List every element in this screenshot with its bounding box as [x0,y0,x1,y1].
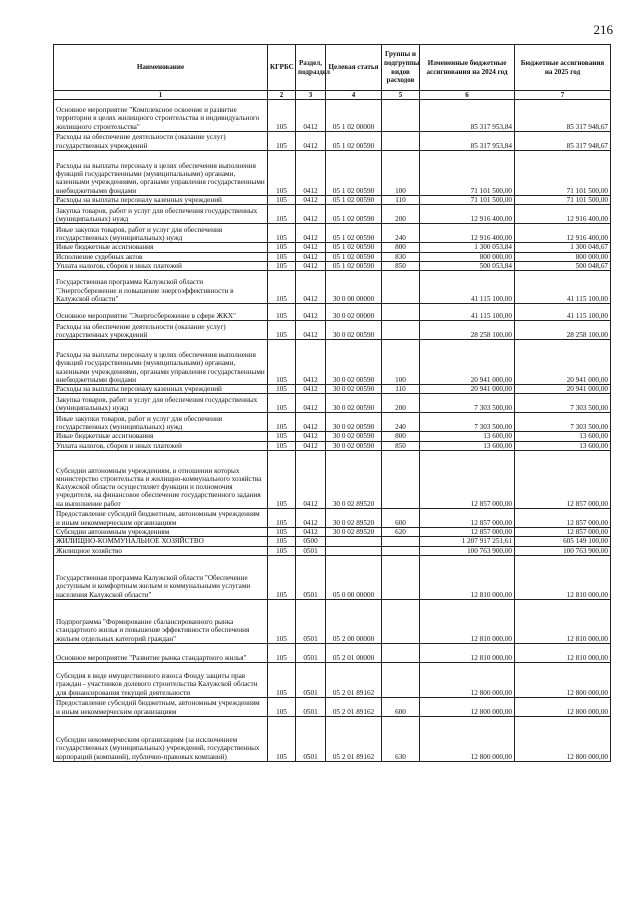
header-target: Целевая статья [326,45,382,91]
cell-section: 0501 [296,546,326,555]
cell-target: 30 0 02 00590 [326,321,382,340]
cell-target: 05 1 02 00590 [326,205,382,224]
cell-section: 0412 [296,261,326,270]
cell-group [382,537,420,546]
cell-group [382,555,420,599]
cell-section: 0412 [296,224,326,243]
cell-name: Уплата налогов, сборов и иных платежей [54,441,268,450]
cell-section: 0500 [296,537,326,546]
table-row [54,243,611,252]
header-2025: Бюджетные ассигнования на 2025 год [515,45,611,91]
cell-name: Государственная программа Калужской области "Энергосбережение и повышение энергоэффективности в Калужской области" [54,271,268,304]
cell-amount-2025: 85 317 948,67 [515,132,611,151]
cell-amount-2025: 100 763 900,00 [515,546,611,555]
cell-section: 0412 [296,252,326,261]
cell-name: Расходы на обеспечение деятельности (оказание услуг) государственных учреждений [54,321,268,340]
cell-group [382,643,420,662]
cell-group: 240 [382,413,420,432]
table-row [54,451,611,509]
column-number: 4 [326,91,382,100]
cell-target: 30 0 02 89520 [326,528,382,537]
cell-target [326,537,382,546]
cell-amount-2024: 1 300 053,84 [420,243,515,252]
cell-name: Основное мероприятие "Комплексное освоение и развитие территории в целях жилищного строительства и индивидуального жилищного строительства" [54,100,268,132]
cell-group: 620 [382,528,420,537]
cell-section: 0501 [296,555,326,599]
cell-group [382,100,420,132]
cell-kgrbs: 105 [268,132,296,151]
table-row [54,100,611,132]
cell-section: 0412 [296,413,326,432]
table-row [54,196,611,205]
cell-target: 05 1 02 00590 [326,151,382,196]
cell-name: Предоставление субсидий бюджетным, автономным учреждениям и иным некоммерческим организациям [54,697,268,716]
table-row [54,385,611,394]
cell-name: Субсидии некоммерческим организациям (за исключением государственных (муниципальных) учреждений, государственных корпораций (компаний), публично-правовых компаний) [54,716,268,761]
cell-amount-2025: 12 810 000,00 [515,599,611,643]
cell-target: 05 2 01 00000 [326,643,382,662]
cell-kgrbs: 105 [268,224,296,243]
cell-name: Основное мероприятие "Энергосбережение в сфере ЖКХ" [54,304,268,321]
cell-group: 100 [382,340,420,385]
table-row [54,432,611,441]
table-row [54,716,611,761]
cell-section: 0501 [296,716,326,761]
cell-amount-2024: 7 303 500,00 [420,413,515,432]
cell-group [382,321,420,340]
cell-kgrbs: 105 [268,599,296,643]
cell-amount-2024: 28 258 100,00 [420,321,515,340]
cell-section: 0412 [296,340,326,385]
cell-name: Иные закупки товаров, работ и услуг для обеспечения государственных (муниципальных) нужд [54,224,268,243]
cell-target: 05 2 00 00000 [326,599,382,643]
cell-group [382,271,420,304]
cell-name: ЖИЛИЩНО-КОММУНАЛЬНОЕ ХОЗЯЙСТВО [54,537,268,546]
cell-amount-2024: 71 101 500,00 [420,151,515,196]
cell-name: Исполнение судебных актов [54,252,268,261]
cell-amount-2024: 85 317 953,84 [420,132,515,151]
cell-kgrbs: 105 [268,340,296,385]
cell-section: 0501 [296,697,326,716]
cell-kgrbs: 105 [268,643,296,662]
cell-name: Жилищное хозяйство [54,546,268,555]
cell-section: 0412 [296,151,326,196]
cell-group: 600 [382,697,420,716]
cell-kgrbs: 105 [268,100,296,132]
cell-amount-2025: 28 258 100,00 [515,321,611,340]
cell-group: 200 [382,394,420,413]
cell-amount-2024: 71 101 500,00 [420,196,515,205]
table-row [54,224,611,243]
cell-kgrbs: 105 [268,196,296,205]
cell-name: Предоставление субсидий бюджетным, автономным учреждениям и иным некоммерческим организациям [54,509,268,528]
cell-amount-2025: 7 303 500,00 [515,394,611,413]
cell-kgrbs: 105 [268,528,296,537]
column-number: 6 [420,91,515,100]
cell-target: 30 0 02 00590 [326,441,382,450]
cell-section: 0501 [296,599,326,643]
cell-amount-2024: 12 916 400,00 [420,205,515,224]
cell-kgrbs: 105 [268,432,296,441]
cell-amount-2025: 12 916 400,00 [515,224,611,243]
cell-amount-2025: 41 115 100,00 [515,271,611,304]
cell-amount-2025: 71 101 500,00 [515,196,611,205]
table-row [54,528,611,537]
cell-group: 200 [382,205,420,224]
cell-amount-2025: 13 600,00 [515,441,611,450]
cell-name: Расходы на выплаты персоналу в целях обеспечения выполнения функций государственными (муниципальными) органами, казенными учреждениями, органами управления государственными внебюджетными фондами [54,340,268,385]
cell-group: 850 [382,441,420,450]
cell-amount-2025: 12 810 000,00 [515,555,611,599]
cell-kgrbs: 105 [268,304,296,321]
cell-kgrbs: 105 [268,413,296,432]
cell-group [382,662,420,697]
cell-section: 0412 [296,509,326,528]
cell-kgrbs: 105 [268,555,296,599]
cell-amount-2025: 12 810 000,00 [515,643,611,662]
cell-kgrbs: 105 [268,716,296,761]
cell-section: 0412 [296,451,326,509]
cell-section: 0412 [296,394,326,413]
cell-kgrbs: 105 [268,243,296,252]
cell-amount-2024: 85 317 953,84 [420,100,515,132]
cell-amount-2025: 500 048,67 [515,261,611,270]
cell-name: Подпрограмма "Формирование сбалансированного рынка стандартного жилья и повышение эффективности обеспечения жильем отдельных категорий граждан" [54,599,268,643]
cell-group [382,599,420,643]
cell-name: Субсидия в виде имущественного взноса Фонду защиты прав граждан - участников долевого строительства Калужской области для финансирования текущей деятельности [54,662,268,697]
cell-kgrbs: 105 [268,252,296,261]
cell-amount-2024: 1 207 917 251,61 [420,537,515,546]
cell-amount-2024: 41 115 100,00 [420,271,515,304]
cell-amount-2024: 13 600,00 [420,432,515,441]
header-name: Наименование [54,45,268,91]
cell-group: 830 [382,252,420,261]
cell-name: Иные бюджетные ассигнования [54,243,268,252]
cell-amount-2025: 800 000,00 [515,252,611,261]
cell-amount-2025: 12 916 400,00 [515,205,611,224]
cell-name: Иные бюджетные ассигнования [54,432,268,441]
table-row [54,151,611,196]
cell-kgrbs: 105 [268,321,296,340]
cell-name: Основное мероприятие "Развитие рынка стандартного жилья" [54,643,268,662]
cell-group: 800 [382,432,420,441]
column-number-row [54,91,611,100]
cell-amount-2025: 12 857 000,00 [515,528,611,537]
cell-name: Расходы на выплаты персоналу казенных учреждений [54,385,268,394]
cell-amount-2025: 71 101 500,00 [515,151,611,196]
cell-amount-2024: 12 800 000,00 [420,662,515,697]
table-row [54,261,611,270]
column-number: 2 [268,91,296,100]
cell-target: 30 0 00 00000 [326,271,382,304]
table-row [54,555,611,599]
cell-target: 05 1 02 00590 [326,196,382,205]
header-kgrbs: КГРБС [268,45,296,91]
page-number: 216 [593,22,613,37]
table-row [54,546,611,555]
header-row [54,45,611,91]
cell-amount-2024: 20 941 000,00 [420,340,515,385]
cell-kgrbs: 105 [268,441,296,450]
header-2024: Измененные бюджетные ассигнования на 2024 год [420,45,515,91]
cell-group [382,132,420,151]
cell-target: 05 1 02 00590 [326,261,382,270]
cell-amount-2025: 13 600,00 [515,432,611,441]
cell-kgrbs: 105 [268,261,296,270]
cell-name: Расходы на выплаты персоналу в целях обеспечения выполнения функций государственными (муниципальными) органами, казенными учреждениями, органами управления государственными внебюджетными фондами [54,151,268,196]
cell-kgrbs: 105 [268,205,296,224]
cell-target: 30 0 02 89520 [326,509,382,528]
cell-target: 05 1 02 00590 [326,252,382,261]
table-row [54,643,611,662]
cell-group: 110 [382,385,420,394]
table-row [54,205,611,224]
cell-section: 0412 [296,321,326,340]
cell-kgrbs: 105 [268,394,296,413]
cell-amount-2024: 100 763 900,00 [420,546,515,555]
table-row [54,662,611,697]
cell-kgrbs: 105 [268,662,296,697]
cell-amount-2024: 41 115 100,00 [420,304,515,321]
cell-name: Субсидии автономным учреждениям [54,528,268,537]
cell-amount-2024: 13 600,00 [420,441,515,450]
cell-amount-2024: 12 810 000,00 [420,643,515,662]
cell-kgrbs: 105 [268,451,296,509]
cell-amount-2024: 12 857 000,00 [420,451,515,509]
cell-target: 30 0 02 89520 [326,451,382,509]
table-row [54,132,611,151]
cell-kgrbs: 105 [268,697,296,716]
cell-section: 0412 [296,304,326,321]
cell-name: Уплата налогов, сборов и иных платежей [54,261,268,270]
cell-amount-2024: 12 857 000,00 [420,509,515,528]
column-number: 5 [382,91,420,100]
cell-name: Расходы на обеспечение деятельности (оказание услуг) государственных учреждений [54,132,268,151]
cell-target: 05 1 02 00000 [326,100,382,132]
cell-name: Иные закупки товаров, работ и услуг для обеспечения государственных (муниципальных) нужд [54,413,268,432]
cell-section: 0501 [296,662,326,697]
cell-target: 30 0 02 00590 [326,340,382,385]
table-row [54,697,611,716]
cell-kgrbs: 105 [268,546,296,555]
cell-target: 05 2 01 89162 [326,716,382,761]
cell-section: 0412 [296,271,326,304]
cell-group: 600 [382,509,420,528]
table-row [54,413,611,432]
cell-amount-2025: 41 115 100,00 [515,304,611,321]
cell-group: 850 [382,261,420,270]
table-row [54,340,611,385]
column-number: 3 [296,91,326,100]
cell-target: 05 1 02 00590 [326,132,382,151]
table-row [54,321,611,340]
table-row [54,252,611,261]
cell-amount-2024: 12 810 000,00 [420,599,515,643]
cell-amount-2025: 12 800 000,00 [515,716,611,761]
cell-section: 0412 [296,196,326,205]
cell-target: 30 0 02 00590 [326,394,382,413]
cell-kgrbs: 105 [268,385,296,394]
cell-amount-2025: 85 317 948,67 [515,100,611,132]
cell-section: 0412 [296,132,326,151]
cell-target: 05 1 02 00590 [326,243,382,252]
cell-amount-2025: 7 303 500,00 [515,413,611,432]
cell-kgrbs: 105 [268,537,296,546]
cell-section: 0412 [296,205,326,224]
cell-kgrbs: 105 [268,271,296,304]
cell-name: Субсидии автономным учреждениям, в отношении которых министерство строительства и жилищно-коммунального хозяйства Калужской области осуществляет функции и полномочия учредителя, на финансовое обеспечение государственного задания на выполнение работ [54,451,268,509]
table-row [54,441,611,450]
cell-target [326,546,382,555]
table-row [54,304,611,321]
cell-kgrbs: 105 [268,509,296,528]
column-number: 7 [515,91,611,100]
cell-amount-2024: 500 053,84 [420,261,515,270]
cell-amount-2024: 12 810 000,00 [420,555,515,599]
cell-amount-2025: 20 941 000,00 [515,385,611,394]
budget-table [53,44,611,762]
cell-group: 800 [382,243,420,252]
cell-amount-2024: 7 303 500,00 [420,394,515,413]
cell-target: 30 0 02 00000 [326,304,382,321]
cell-amount-2025: 605 149 100,00 [515,537,611,546]
cell-section: 0412 [296,432,326,441]
cell-group: 240 [382,224,420,243]
cell-target: 30 0 02 00590 [326,413,382,432]
cell-group: 630 [382,716,420,761]
cell-section: 0412 [296,441,326,450]
cell-target: 30 0 02 00590 [326,432,382,441]
cell-amount-2024: 12 857 000,00 [420,528,515,537]
cell-target: 30 0 02 00590 [326,385,382,394]
cell-amount-2025: 12 857 000,00 [515,451,611,509]
cell-amount-2025: 12 857 000,00 [515,509,611,528]
cell-amount-2024: 12 916 400,00 [420,224,515,243]
cell-section: 0412 [296,100,326,132]
cell-section: 0412 [296,528,326,537]
table-row [54,537,611,546]
cell-name: Государственная программа Калужской области "Обеспечение доступным и комфортным жильем и коммунальными услугами населения Калужской области" [54,555,268,599]
cell-target: 05 2 01 89162 [326,662,382,697]
cell-section: 0412 [296,243,326,252]
cell-group [382,451,420,509]
cell-section: 0501 [296,643,326,662]
cell-target: 05 2 01 89162 [326,697,382,716]
cell-kgrbs: 105 [268,151,296,196]
table-row [54,509,611,528]
column-number: 1 [54,91,268,100]
cell-group [382,546,420,555]
cell-amount-2025: 20 941 000,00 [515,340,611,385]
cell-group: 100 [382,151,420,196]
cell-amount-2024: 800 000,00 [420,252,515,261]
cell-group: 110 [382,196,420,205]
cell-amount-2025: 12 800 000,00 [515,662,611,697]
cell-group [382,304,420,321]
table-row [54,394,611,413]
cell-amount-2025: 12 800 000,00 [515,697,611,716]
cell-name: Закупка товаров, работ и услуг для обеспечения государственных (муниципальных) нужд [54,205,268,224]
cell-target: 05 1 02 00590 [326,224,382,243]
header-section: Раздел, подраздел [296,45,326,91]
cell-target: 05 0 00 00000 [326,555,382,599]
header-group: Группы и подгруппы видов расходов [382,45,420,91]
cell-amount-2025: 1 300 048,67 [515,243,611,252]
cell-amount-2024: 12 800 000,00 [420,716,515,761]
table-row [54,271,611,304]
cell-amount-2024: 20 941 000,00 [420,385,515,394]
cell-amount-2024: 12 800 000,00 [420,697,515,716]
cell-section: 0412 [296,385,326,394]
cell-name: Закупка товаров, работ и услуг для обеспечения государственных (муниципальных) нужд [54,394,268,413]
cell-name: Расходы на выплаты персоналу казенных учреждений [54,196,268,205]
table-row [54,599,611,643]
